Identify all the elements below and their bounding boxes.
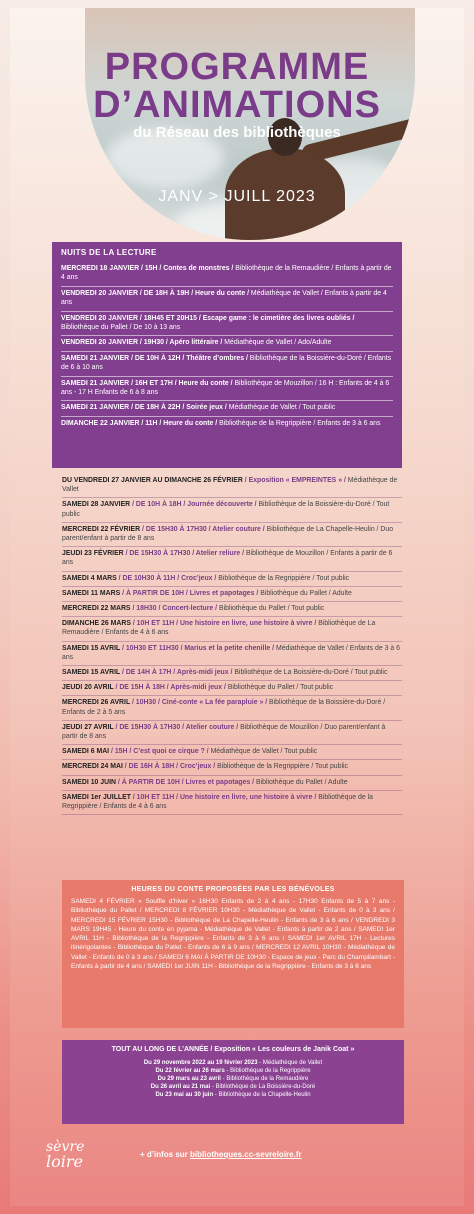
event-activity: / DE 15H À 18H / Après-midi jeux / <box>113 684 226 692</box>
event-item <box>62 572 402 587</box>
event-activity: / DE 16H À 18H / Croc’jeux / <box>122 763 216 771</box>
event-item <box>62 547 402 571</box>
expo-dates: Du 23 mai au 30 juin <box>155 1092 214 1098</box>
event-activity: / À PARTIR DE 10H / Livres et papotages / <box>120 589 259 597</box>
event-place: Bibliothèque de Mouzillon / Enfants à partir de 6 ans <box>62 550 393 567</box>
event-activity: / 10H30 ET 11H30 / Marius et la petite chenille / <box>120 644 275 652</box>
nuits-item-head: VENDREDI 20 JANVIER / 18H45 ET 20H15 / Escape game : le cimetière des livres oubliés / <box>61 314 355 322</box>
event-date: SAMEDI 6 MAI <box>62 748 110 756</box>
event-item <box>62 602 402 617</box>
event-activity: / À PARTIR DE 10H / Livres et papotages / <box>116 778 255 786</box>
nuits-item-head: MERCREDI 18 JANVIER / 15H / Contes de monstres / <box>61 265 234 272</box>
event-date: JEUDI 27 AVRIL <box>62 723 114 731</box>
nuits-item-head: VENDREDI 20 JANVIER / DE 18H À 19H / Heure du conte / <box>61 289 250 297</box>
event-activity: / DE 14H À 17H / Après-midi jeux / <box>120 669 233 677</box>
nuits-item <box>61 264 393 287</box>
event-date: DIMANCHE 26 MARS <box>62 620 131 628</box>
event-date: SAMEDI 10 JUIN <box>62 778 116 786</box>
event-item <box>62 791 402 815</box>
event-place: Bibliothèque de la Regrippière / Tout public <box>216 574 350 582</box>
event-date: DU VENDREDI 27 JANVIER AU DIMANCHE 26 FÉVRIER <box>62 477 243 484</box>
nuits-item <box>61 314 393 337</box>
event-place: Bibliothèque du Pallet / Tout public <box>225 684 334 692</box>
nuits-item <box>61 419 393 431</box>
event-place: Bibliothèque du Pallet / Adulte <box>258 589 352 597</box>
contes-title: HEURES DU CONTE PROPOSÉES PAR LES BÉNÉVOLES <box>131 886 335 893</box>
event-place: Médiathèque de Vallet / Enfants de 3 à 6 ans <box>62 644 400 661</box>
event-item <box>62 642 402 666</box>
event-activity: / DE 15H30 À 17H30 / Atelier reliure / <box>123 550 245 558</box>
event-activity: / DE 15H30 À 17H30 / Atelier couture / <box>140 525 265 533</box>
event-item <box>62 617 402 641</box>
nuits-item-head: SAMEDI 21 JANVIER / 16H ET 17H / Heure du conte / <box>61 379 233 387</box>
event-date: JEUDI 20 AVRIL <box>62 684 114 692</box>
event-item <box>62 474 402 498</box>
event-place: Bibliothèque de La Remaudière / Enfants de 4 à 6 ans <box>62 620 376 637</box>
footer-info <box>140 1150 410 1159</box>
event-date: SAMEDI 15 AVRIL <box>62 669 121 677</box>
nuits-item-detail: Bibliothèque du Pallet / De 10 à 13 ans <box>61 324 181 332</box>
event-activity: / DE 10H À 18H / Journée découverte / <box>130 501 257 509</box>
nuits-item-detail: Bibliothèque de la Remaudière / Enfants à partir de 4 ans <box>61 265 392 282</box>
expo-dates: Du 26 avril au 21 mai <box>150 1084 211 1090</box>
event-item <box>62 760 402 775</box>
event-place: Bibliothèque de la Regrippière / Tout public <box>215 763 348 771</box>
event-item <box>62 745 402 760</box>
event-activity: / 10H ET 11H / Une histoire en livre, une histoire à vivre / <box>130 793 317 801</box>
event-date: SAMEDI 15 AVRIL <box>62 644 121 652</box>
event-date: SAMEDI 11 MARS <box>62 589 121 597</box>
event-item <box>62 666 402 681</box>
event-item <box>62 776 402 791</box>
nuits-item-detail: Bibliothèque de Mouzillon / 16 H : Enfants de 4 à 6 ans - 17 H Enfants de 6 à 8 ans <box>61 379 390 397</box>
nuits-item <box>61 403 393 416</box>
date-range: JANV > JUILL 2023 <box>158 188 316 205</box>
expo-dates: Du 29 novembre 2022 au 19 février 2023 <box>143 1060 258 1066</box>
expo-place: - Bibliothèque de la Chapelle-Heulin <box>213 1092 311 1098</box>
nuits-item-detail: Bibliothèque de la Regrippière / Enfants de 3 à 6 ans <box>217 419 381 427</box>
contes-text: SAMEDI 4 FÉVRIER « Souffle d’hiver » 16H30 Enfants de 2 à 4 ans - 17H30 Enfants de 5 à 7 ans - Bibliothèque du Pallet / MERCREDI 8 FÉVRIER 10H30 - Médiathèque de Vallet - Enfants de 0 à 3 ans / MERCREDI 15 FÉVRIER 15H30 - Bibliothèque de La Chapelle-Heulin - Enfants de 3 à 6 ans / VENDREDI 3 MARS 19H45 - Heure du conte en pyjama - Médiathèque de Vallet - Enfants à partir de 2 ans / SAMEDI 1er AVRIL 11H - Bibliothèque de la Regrippière - Enfants de 3 à 6 ans / SAMEDI 1er AVRIL 17H - Lectures itinérigolantes - Bibliothèque du Pallet - Enfants de 6 à 9 ans / MERCREDI 12 AVRIL 10H30 - Médiathèque de Vallet - Enfants de 0 à 3 ans / SAMEDI 6 MAI À PARTIR DE 10H30 - Espace de jeux - Parc du Champilambart - Enfants à partir de 4 ans / SAMEDI 1er JUIN 11H - Bibliothèque de la Regrippière - Enfants de 3 à 6 ans <box>71 898 395 971</box>
event-item <box>62 523 402 547</box>
nuits-lecture-box <box>52 242 402 468</box>
event-activity: / Exposition « EMPREINTES » / <box>242 477 346 484</box>
event-item <box>62 721 402 745</box>
nuits-item-head: VENDREDI 20 JANVIER / 19H30 / Apéro littéraire / <box>61 339 223 347</box>
expo-place: - Médiathèque de Vallet <box>257 1060 323 1066</box>
nuits-item-detail: Bibliothèque de la Boissière-du-Doré / Enfants de 6 à 10 ans <box>61 354 392 372</box>
nuits-item-head: SAMEDI 21 JANVIER / DE 10H À 12H / Théâtre d’ombres / <box>61 354 248 362</box>
event-date: MERCREDI 22 FÉVRIER <box>62 525 141 533</box>
annee-title: TOUT AU LONG DE L’ANNÉE / Exposition « Les couleurs de Janik Coat » <box>111 1046 355 1053</box>
sevre-loire-logo: sèvre loire <box>46 1139 85 1171</box>
nuits-item-detail: Médiathèque de Vallet / Enfants à partir de 4 ans <box>61 289 387 307</box>
contes-box <box>62 880 404 1028</box>
expo-place: - Bibliothèque de la Remaudière <box>220 1076 309 1082</box>
event-activity: / 10H30 / Ciné-conte « La fée parapluie » / <box>130 699 268 707</box>
event-date: MERCREDI 24 MAI <box>62 763 123 771</box>
nuits-item <box>61 354 393 377</box>
event-activity: / 18H30 / Concert-lecture / <box>130 605 218 613</box>
event-activity: / 10H ET 11H / Une histoire en livre, une histoire à vivre / <box>130 620 317 628</box>
expo-place: - Bibliothèque de La Boissière-du-Doré <box>210 1084 316 1090</box>
website-link[interactable]: bibliotheques.cc-sevreloire.fr <box>190 1150 302 1159</box>
event-item <box>62 498 402 522</box>
event-activity: / 15H / C’est quoi ce cirque ? / <box>109 748 209 756</box>
event-place: Bibliothèque du Pallet / Tout public <box>217 605 325 613</box>
event-place: Bibliothèque de la Boissière-du-Doré / Enfants de 2 à 5 ans <box>62 699 386 716</box>
event-activity: / DE 10H30 À 11H / Croc’jeux / <box>116 574 217 582</box>
expo-row <box>71 1091 395 1099</box>
title-line-2: D’ANIMATIONS <box>93 84 381 126</box>
hero-banner <box>10 8 464 240</box>
event-place: Bibliothèque de La Boissière-du-Doré / Tout public <box>232 669 388 677</box>
event-date: MERCREDI 26 AVRIL <box>62 699 131 707</box>
event-place: Bibliothèque de la Regrippière / Enfants de 4 à 6 ans <box>62 793 373 811</box>
subtitle: du Réseau des bibliothèques <box>133 124 341 141</box>
expo-row <box>71 1075 395 1083</box>
expo-row <box>71 1067 395 1075</box>
nuits-item <box>61 338 393 351</box>
nuits-item <box>61 379 393 402</box>
event-date: MERCREDI 22 MARS <box>62 605 131 613</box>
event-item <box>62 587 402 602</box>
nuits-item-detail: Médiathèque de Vallet / Ado/Adulte <box>222 339 332 347</box>
event-date: JEUDI 23 FÉVRIER <box>62 550 124 558</box>
expo-dates: Du 22 février au 26 mars <box>155 1068 225 1074</box>
nuits-item-head: DIMANCHE 22 JANVIER / 11H / Heure du conte / <box>61 419 218 427</box>
footer-prefix: + d’infos sur <box>140 1150 191 1159</box>
nuits-item-head: SAMEDI 21 JANVIER / DE 18H À 22H / Soirée jeux / <box>61 404 227 412</box>
event-date: SAMEDI 4 MARS <box>62 574 117 582</box>
event-date: SAMEDI 28 JANVIER <box>62 501 131 509</box>
expo-dates: Du 29 mars au 23 avril <box>157 1076 221 1082</box>
event-place: Médiathèque de Vallet / Tout public <box>208 748 318 756</box>
nuits-title: NUITS DE LA LECTURE <box>61 248 157 257</box>
event-activity: / DE 15H30 À 17H30 / Atelier couture / <box>113 723 239 731</box>
event-place: Médiathèque de Vallet <box>62 477 398 494</box>
title-line-1: PROGRAMME <box>104 46 370 88</box>
expo-row <box>71 1083 395 1091</box>
expo-row <box>71 1059 395 1067</box>
expo-place: - Bibliothèque de la Regrippière <box>224 1068 311 1074</box>
event-place: Bibliothèque de La Chapelle-Heulin / Duo parent/enfant à partir de 8 ans <box>62 525 394 543</box>
event-place: Bibliothèque de Mouzillon / Duo parent/enfant à partir de 8 ans <box>62 723 386 741</box>
annee-box <box>62 1040 404 1124</box>
nuits-item <box>61 289 393 312</box>
event-item <box>62 696 402 720</box>
event-date: SAMEDI 1er JUILLET <box>62 793 131 801</box>
event-place: Bibliothèque du Pallet / Adulte <box>254 778 348 786</box>
nuits-item-detail: Médiathèque de Vallet / Tout public <box>226 404 336 412</box>
event-item <box>62 681 402 696</box>
event-place: Bibliothèque de la Boissière-du-Doré / Tout public <box>62 501 390 518</box>
events-list <box>62 474 402 874</box>
